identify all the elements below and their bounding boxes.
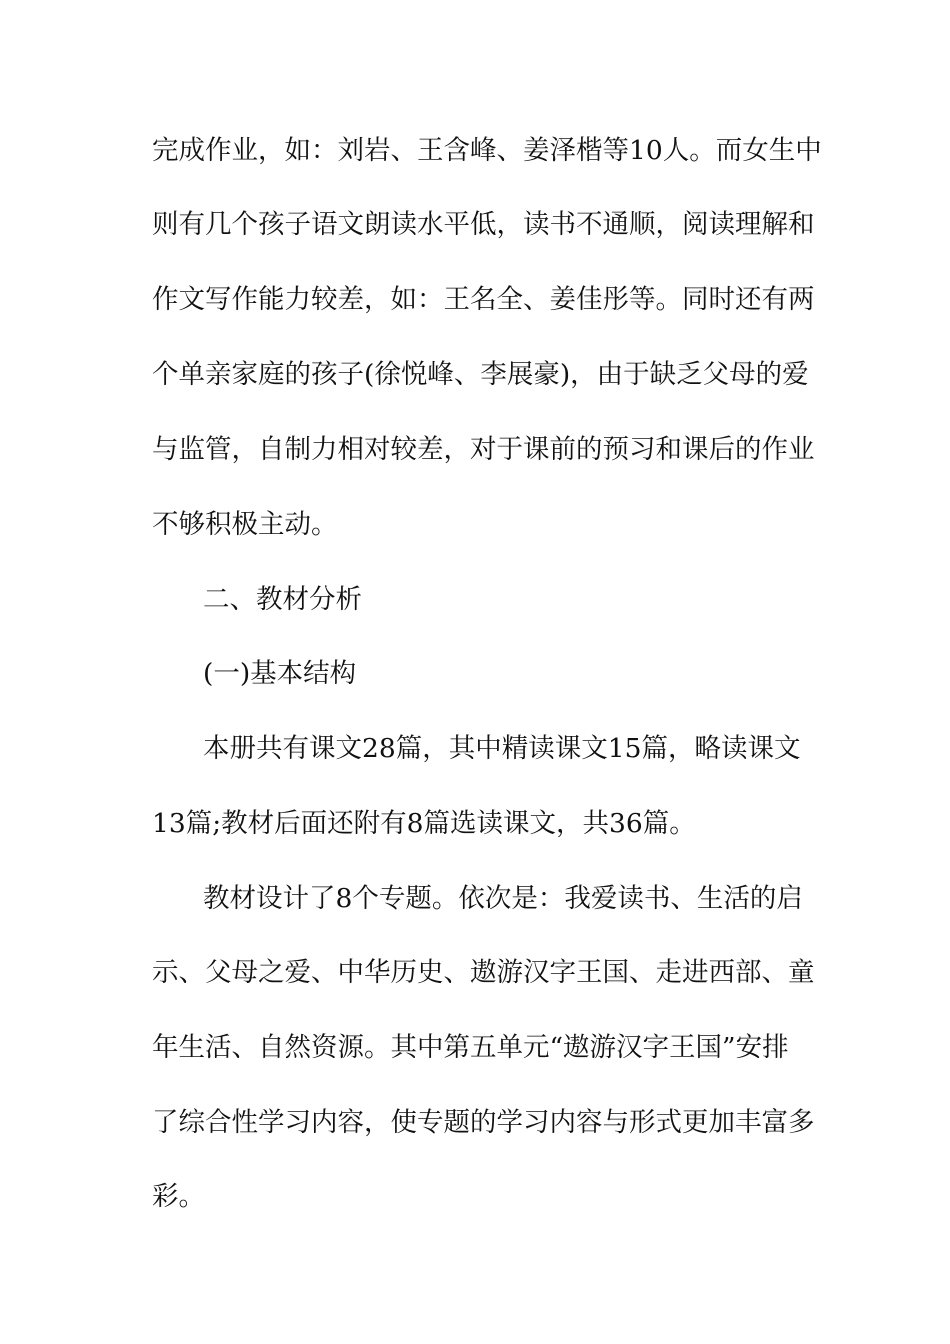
paragraph-line: 彩。	[152, 1181, 205, 1212]
paragraph-line: 年生活、自然资源。其中第五单元“遨游汉字王国”安排	[152, 1032, 789, 1063]
paragraph-line: 作文写作能力较差，如：王名全、姜佳彤等。同时还有两	[152, 284, 815, 315]
paragraph-line: 本册共有课文28篇，其中精读课文15篇，略读课文	[203, 733, 801, 764]
section-heading: 二、教材分析	[203, 584, 362, 615]
paragraph-line: 教材设计了8个专题。依次是：我爱读书、生活的启	[203, 883, 803, 914]
paragraph-line: 不够积极主动。	[152, 509, 338, 540]
paragraph-line: 13篇;教材后面还附有8篇选读课文，共36篇。	[152, 808, 696, 839]
paragraph-line: 与监管，自制力相对较差，对于课前的预习和课后的作业	[152, 434, 815, 465]
paragraph-line: 了综合性学习内容，使专题的学习内容与形式更加丰富多	[152, 1107, 815, 1138]
subsection-heading: (一)基本结构	[203, 658, 357, 689]
paragraph-line: 示、父母之爱、中华历史、遨游汉字王国、走进西部、童	[152, 957, 815, 988]
paragraph-line: 则有几个孩子语文朗读水平低，读书不通顺，阅读理解和	[152, 209, 815, 240]
paragraph-line: 完成作业，如：刘岩、王含峰、姜泽楷等10人。而女生中	[152, 135, 822, 166]
paragraph-line: 个单亲家庭的孩子(徐悦峰、李展豪)，由于缺乏父母的爱	[152, 359, 809, 390]
